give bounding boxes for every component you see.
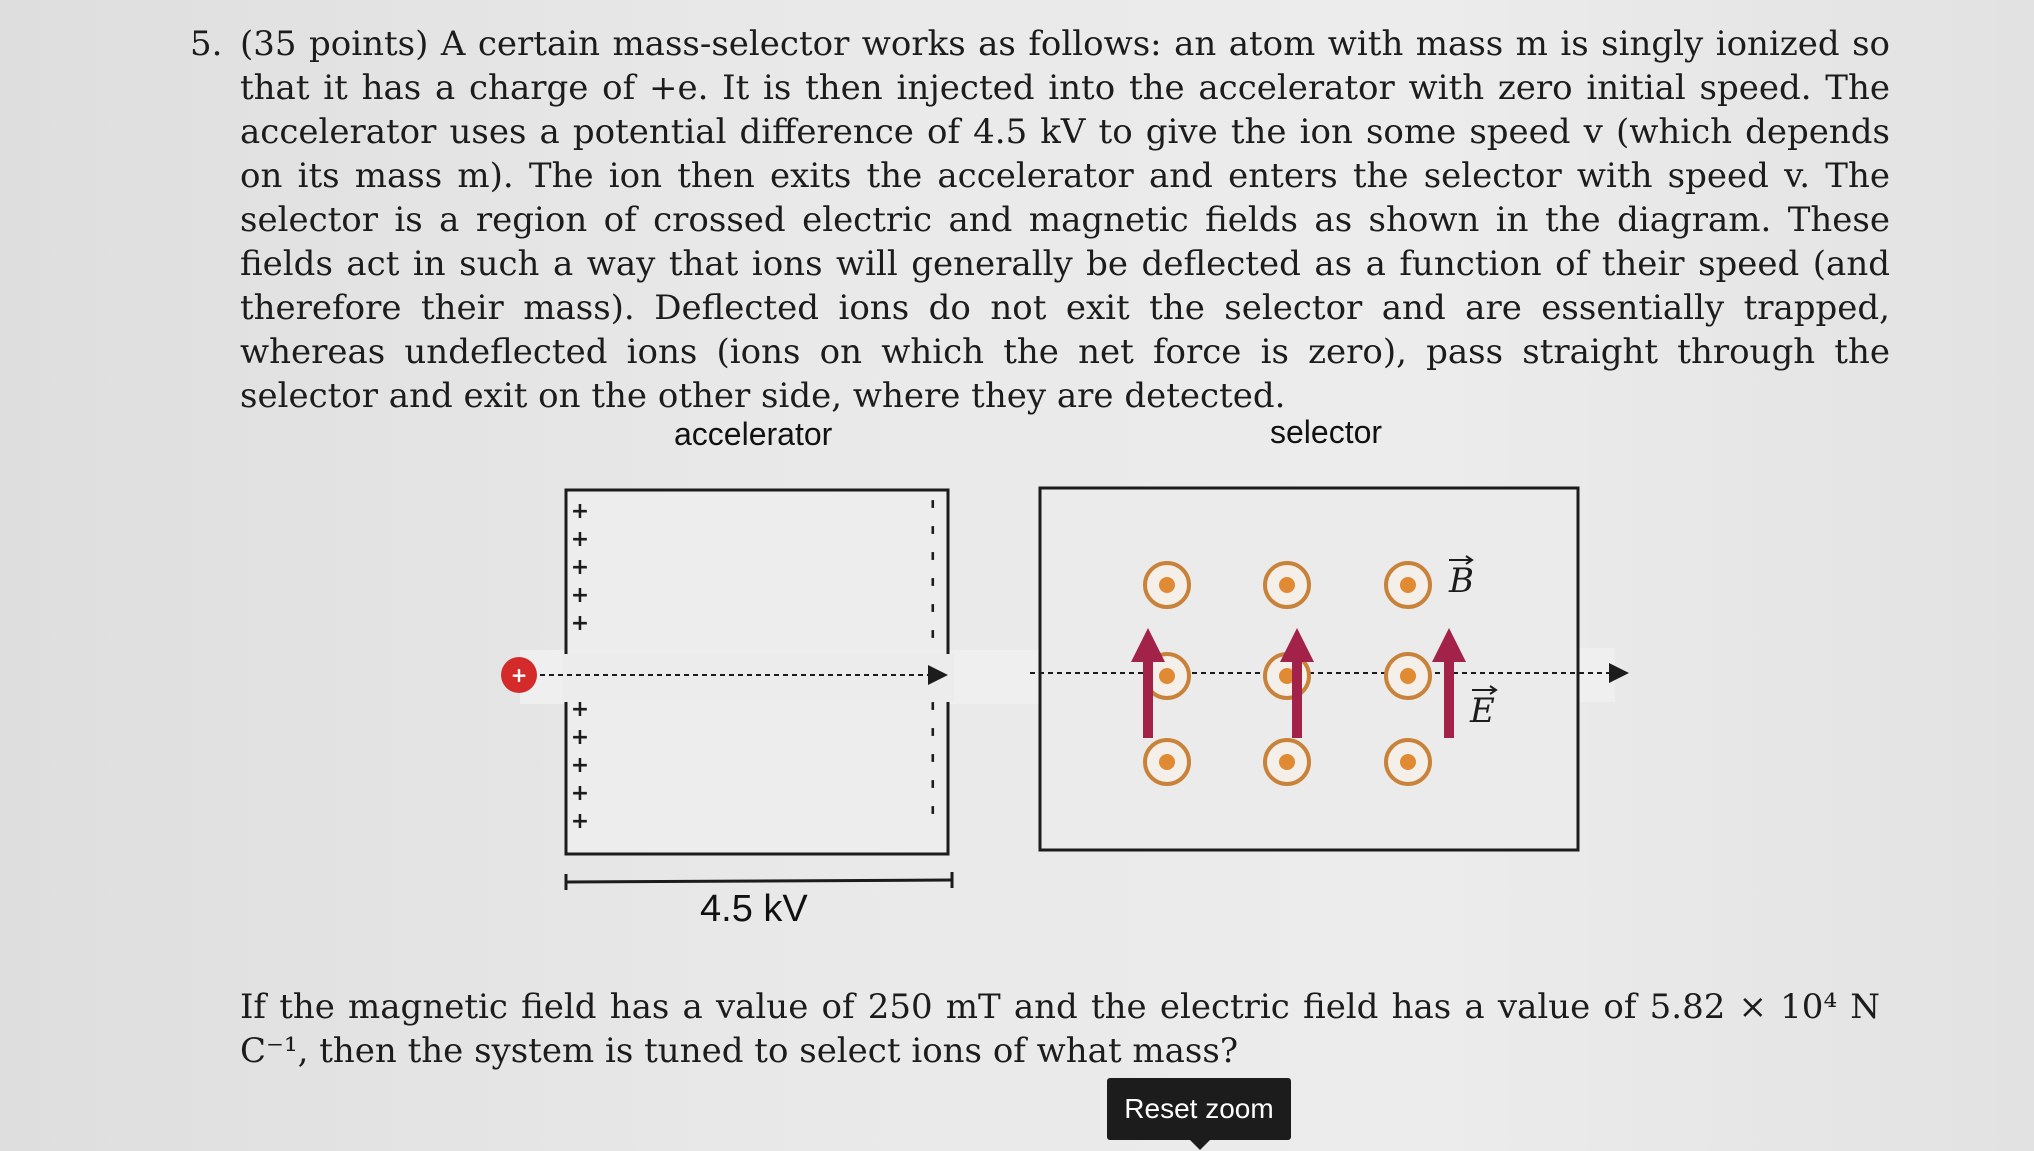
- b-field-dot-icon: [1145, 563, 1189, 607]
- voltage-label: 4.5 kV: [700, 888, 808, 930]
- svg-text:B: B: [1449, 561, 1474, 601]
- minus-charge-mark: –: [922, 499, 946, 509]
- plus-charge-mark: +: [570, 753, 590, 778]
- minus-charge-mark: –: [922, 701, 946, 711]
- plus-charge-mark: +: [570, 781, 590, 806]
- b-field-label: [1448, 556, 1474, 601]
- ion-charge-symbol: +: [510, 663, 528, 687]
- plus-charge-mark: +: [570, 611, 590, 636]
- plus-charge-mark: +: [570, 555, 590, 580]
- plus-charge-mark: +: [570, 809, 590, 834]
- minus-charge-mark: –: [922, 525, 946, 535]
- question-text: If the magnetic field has a value of 250 mT and the electric field has a value of 5.82 × 10⁴ N C⁻¹, then the system is tuned to select ions of what mass?: [240, 987, 1880, 1071]
- selector-label: selector: [1270, 414, 1383, 450]
- problem-text: (35 points) A certain mass-selector works as follows: an atom with mass m is singly ionized so that it has a charge of +e. It is then injected into the accelerator with zero initial speed. The accelerator uses a potential difference of 4.5 kV to give the ion some speed v (which depends on its mass m). The ion then exits the accelerator and enters the selector with speed v. The selector is a region of crossed electric and magnetic fields as shown in the diagram. These fields act in such a way that ions will generally be deflected as a function of their speed (and therefore their mass). Deflected ions do not exit the selector and are essentially trapped, whereas undeflected ions (ions on which the net force is zero), pass straight through the selector and exit on the other side, where they are detected.: [240, 24, 1890, 416]
- reset-zoom-button[interactable]: Reset zoom: [1107, 1078, 1291, 1140]
- minus-charge-mark: –: [922, 551, 946, 561]
- ion-icon: [501, 657, 537, 693]
- svg-text:E: E: [1470, 691, 1495, 731]
- plus-charge-mark: +: [570, 583, 590, 608]
- plus-charge-mark: +: [570, 725, 590, 750]
- b-field-dot-icon: [1386, 563, 1430, 607]
- minus-charge-mark: –: [922, 753, 946, 763]
- plus-charge-mark: +: [570, 527, 590, 552]
- minus-charge-mark: –: [922, 629, 946, 639]
- plus-charge-mark: +: [570, 499, 590, 524]
- magnetic-field-dots: [1145, 563, 1430, 784]
- b-field-dot-icon: [1265, 740, 1309, 784]
- b-field-dot-icon: [1386, 654, 1430, 698]
- minus-charge-mark: –: [922, 805, 946, 815]
- minus-charge-mark: –: [922, 779, 946, 789]
- minus-charge-mark: –: [922, 727, 946, 737]
- minus-charge-mark: –: [922, 603, 946, 613]
- accelerator-label: accelerator: [674, 416, 833, 452]
- problem-number: 5.: [190, 24, 223, 64]
- b-field-dot-icon: [1386, 740, 1430, 784]
- e-field-label: [1469, 686, 1496, 731]
- minus-charge-mark: –: [922, 577, 946, 587]
- plus-charge-mark: +: [570, 697, 590, 722]
- b-field-dot-icon: [1145, 740, 1189, 784]
- b-field-dot-icon: [1265, 563, 1309, 607]
